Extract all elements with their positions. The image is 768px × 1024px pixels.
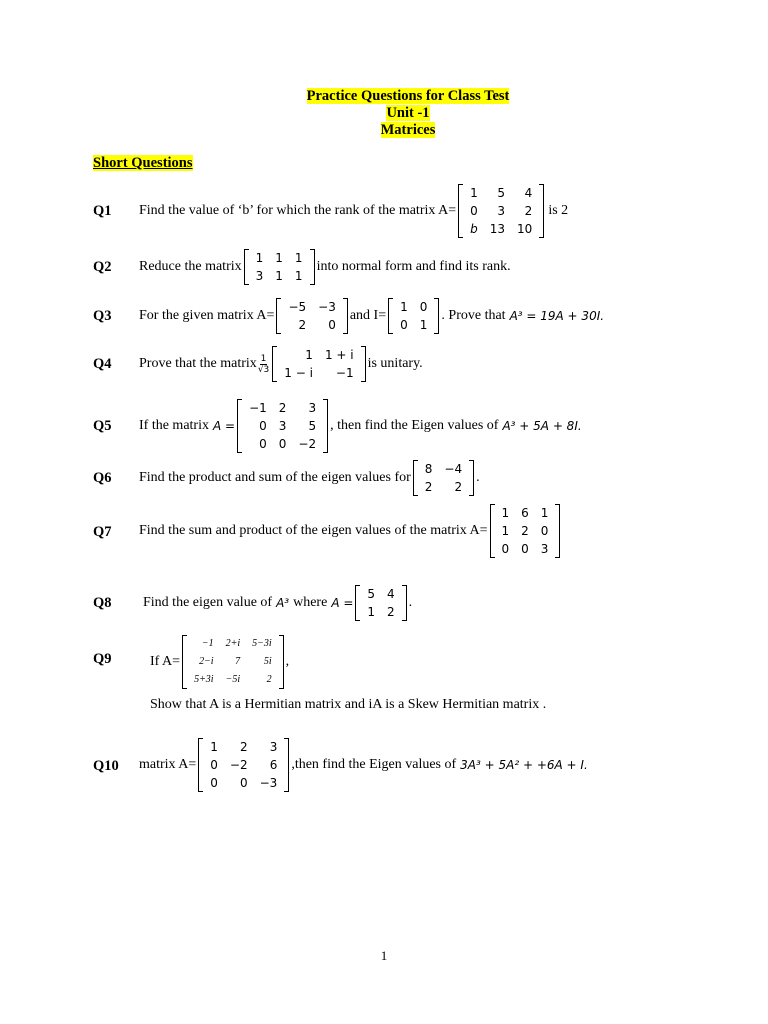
question-8: Find the eigen value of A³ where A = 5 4 1 2 . (143, 587, 413, 619)
question-number: Q6 (93, 470, 112, 486)
matrix-a: −5 −3 2 0 (276, 298, 347, 334)
formula: 3A³ + 5A² + +6A + I. (460, 758, 588, 772)
header-line-3: Matrices (380, 122, 436, 138)
formula: A³ = 19A + 30I. (509, 309, 605, 323)
question-6: Find the product and sum of the eigen values for 8 −4 2 2 . (139, 462, 480, 494)
matrix: −1 2 3 0 3 5 0 0 −2 (237, 399, 328, 453)
question-10: matrix A= 1 2 3 0 −2 6 0 0 −3 ,then find the Eigen values of 3A³ + 5A² + +6A + I. (139, 740, 588, 790)
question-number: Q9 (93, 651, 112, 667)
page-number: 1 (380, 948, 388, 963)
question-number: Q1 (93, 203, 112, 219)
question-number: Q2 (93, 259, 112, 275)
question-4: Prove that the matrix $\frac{1}{√3}$ 1 1 + i 1 − i −1 is unitary. (139, 348, 423, 380)
question-9-line-2: Show that A is a Hermitian matrix and iA is a Skew Hermitian matrix . (150, 697, 547, 712)
header-line-2: Unit -1 (386, 105, 430, 121)
question-2: Reduce the matrix 1 1 1 3 1 1 into normal form and find its rank. (139, 251, 511, 283)
question-number: Q5 (93, 418, 112, 434)
question-7: Find the sum and product of the eigen values of the matrix A= 1 6 1 1 2 0 0 0 3 (139, 504, 562, 558)
fraction: $\frac{1}{√3}$ (257, 353, 270, 375)
matrix: 1 2 3 0 −2 6 0 0 −3 (198, 738, 289, 792)
question-number: Q10 (93, 758, 119, 774)
section-title: Short Questions (93, 155, 193, 171)
matrix: 5 4 1 2 (355, 585, 406, 621)
header-line-1: Practice Questions for Class Test (306, 88, 510, 104)
question-9: If A= −1 2+i 5−3i 2−i 7 5i 5+3i −5i 2 , (150, 635, 289, 689)
matrix: −1 2+i 5−3i 2−i 7 5i 5+3i −5i 2 (182, 635, 284, 689)
matrix: 1 1 + i 1 − i −1 (272, 346, 365, 382)
matrix: 1 5 4 0 3 2 b 13 10 (458, 184, 544, 238)
question-number: Q8 (93, 595, 112, 611)
matrix: 8 −4 2 2 (413, 460, 474, 496)
formula: A³ + 5A + 8I. (502, 419, 582, 433)
matrix: 1 6 1 1 2 0 0 0 3 (490, 504, 561, 558)
question-number: Q7 (93, 524, 112, 540)
matrix: 1 1 1 3 1 1 (244, 249, 315, 285)
question-3: For the given matrix A= −5 −3 2 0 and I= 1 0 0 1 . Prove that A³ = 19A + 30I. (139, 300, 605, 332)
question-number: Q4 (93, 356, 112, 372)
question-5: If the matrix A = −1 2 3 0 3 5 0 0 −2 , then find the Eigen values of A³ + 5A + 8I. (139, 401, 582, 451)
question-1: Find the value of ‘b’ for which the rank of the matrix A= 1 5 4 0 3 2 b 13 10 is 2 (139, 186, 569, 236)
matrix-i: 1 0 0 1 (388, 298, 439, 334)
question-number: Q3 (93, 308, 112, 324)
